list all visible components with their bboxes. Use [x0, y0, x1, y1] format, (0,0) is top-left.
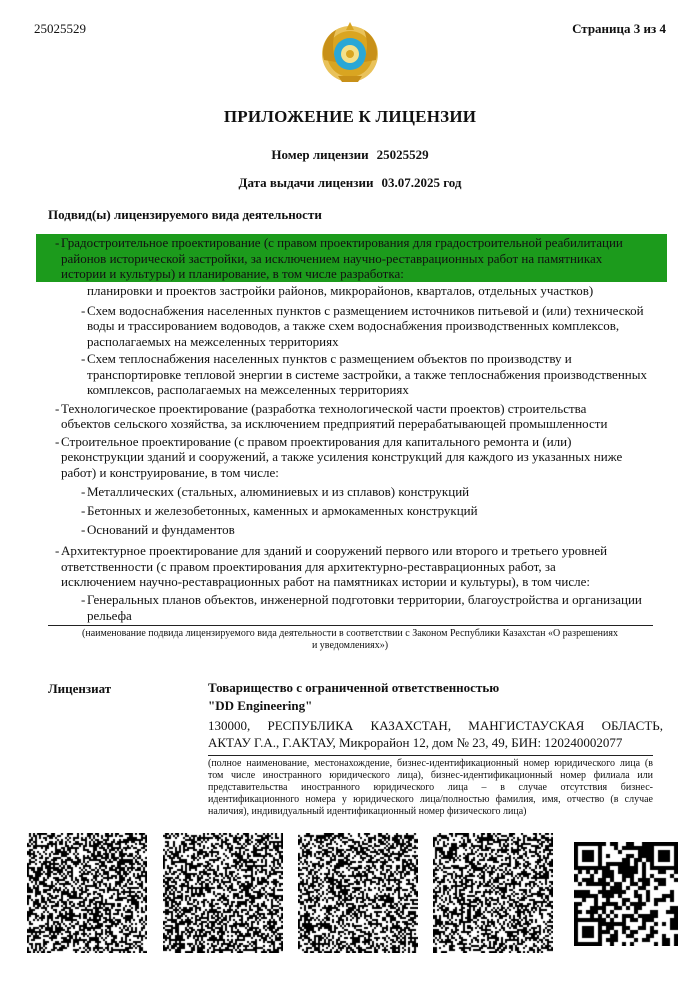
list-dash: -	[55, 401, 60, 416]
list-dash: -	[81, 503, 86, 518]
license-number-row	[0, 147, 700, 163]
license-date-row	[0, 175, 700, 191]
activity-line: районов исторической застройки, за исключением научно-реставрационных работ на памятниках	[61, 251, 603, 266]
activity-line: Схем теплоснабжения населенных пунктов с размещением объектов по производству и	[87, 351, 572, 366]
licensee-label: Лицензиат	[48, 681, 112, 696]
activity-line: воды и трассированием водоводов, а также схем водоснабжения производственных комплексов,	[87, 318, 620, 333]
subactivity-item	[81, 503, 478, 519]
activity-item	[55, 235, 623, 251]
subactivity-item	[81, 484, 470, 500]
activity-line: объектов сельского хозяйства, за исключением предприятий перерабатывающей промышленности	[61, 416, 608, 431]
license-date-label: Дата выдачи лицензии	[238, 175, 374, 190]
subactivity-item	[81, 303, 644, 319]
divider	[208, 755, 653, 756]
licensee-address	[208, 717, 663, 751]
subactivity-item	[81, 351, 572, 367]
document-title: ПРИЛОЖЕНИЕ К ЛИЦЕНЗИИ	[223, 107, 477, 126]
list-dash: -	[81, 303, 86, 318]
barcode-pattern-icon	[27, 833, 147, 953]
list-dash: -	[81, 484, 86, 499]
licensee-name	[208, 679, 658, 715]
activity-line: Бетонных и железобетонных, каменных и армокаменных конструкций	[87, 503, 478, 518]
activity-footnote: и уведомлениях»)	[311, 640, 389, 651]
qr-code-icon	[574, 842, 678, 946]
list-dash: -	[55, 235, 60, 250]
licensee-footnote: (полное наименование, местонахождение, бизнес-идентификационный номер юридического лица (в том числе иностранного юридического лица), бизнес-идентификационный номер филиала или представительства иностранного юридического лица – в случае отсутствия бизнес-идентификационного номера у юридического лица/полностью фамилия, имя, отчество (в случае наличия), индивидуальный идентификационный номер физического лица)	[208, 758, 653, 817]
divider	[48, 625, 653, 626]
activity-line: Оснований и фундаментов	[87, 522, 235, 537]
subactivity-item	[81, 592, 642, 608]
subactivity-item	[81, 522, 235, 538]
activity-line: Технологическое проектирование (разработка технологической части проектов) строительства	[61, 401, 587, 416]
list-dash: -	[81, 592, 86, 607]
licensee-address-line: 130000, РЕСПУБЛИКА КАЗАХСТАН, МАНГИСТАУСКАЯ ОБЛАСТЬ,	[208, 718, 663, 733]
activity-item	[55, 543, 608, 559]
activity-line: рельефа	[87, 608, 132, 623]
activity-line: ответственности (с правом проектирования для архитектурно-реставрационных работ, за	[61, 559, 556, 574]
activity-item	[55, 401, 587, 417]
list-dash: -	[81, 351, 86, 366]
activity-footnote: (наименование подвида лицензируемого вида деятельности в соответствии с Законом Республики Казахстан «О разрешениях	[82, 628, 618, 639]
activity-line: Генеральных планов объектов, инженерной подготовки территории, благоустройства и организации	[87, 592, 642, 607]
activity-line: Архитектурное проектирование для зданий и сооружений первого или второго и третьего уровней	[61, 543, 608, 558]
activity-line: планировки и проектов застройки районов, микрорайонов, кварталов, отдельных участков)	[87, 283, 594, 298]
license-number-value: 25025529	[376, 147, 429, 162]
activity-line: работ) и конструирование, в том числе:	[61, 465, 279, 480]
list-dash: -	[81, 522, 86, 537]
license-date-value: 03.07.2025 год	[381, 175, 462, 190]
document-number: 25025529	[34, 21, 86, 36]
list-dash: -	[55, 543, 60, 558]
barcode-pattern-icon	[433, 833, 553, 953]
licensee-name-line: Товарищество с ограниченной ответственностью	[208, 680, 500, 695]
activity-line: Градостроительное проектирование (с правом проектирования для градостроительной реабилитации	[61, 235, 623, 250]
activity-line: Строительное проектирование (с правом проектирования для капитального ремонта и (или)	[61, 434, 572, 449]
activity-line: Металлических (стальных, алюминиевых и из сплавов) конструкций	[87, 484, 470, 499]
section-heading: Подвид(ы) лицензируемого вида деятельности	[48, 207, 322, 222]
list-dash: -	[55, 434, 60, 449]
state-emblem-icon	[318, 20, 382, 84]
activity-line: комплексов, располагаемых на межселенных территориях	[87, 382, 409, 397]
page-indicator: Страница 3 из 4	[572, 21, 666, 36]
barcode-pattern-icon	[298, 833, 418, 953]
activity-line: реконструкции зданий и сооружений, а также усиления конструкций для каждого из указанных ниже	[61, 449, 623, 464]
barcode-pattern-icon	[163, 833, 283, 953]
license-number-label: Номер лицензии	[271, 147, 369, 162]
licensee-name-line: "DD Engineering"	[208, 698, 313, 713]
activity-line: транспортировке тепловой энергии в системе застройки, а также теплоснабжения производственных	[87, 367, 647, 382]
licensee-address-line: АКТАУ Г.А., Г.АКТАУ, Микрорайон 12, дом № 23, 49, БИН: 120240002077	[208, 735, 623, 750]
activity-line: истории и культуры) и планирование, в том числе разработка:	[61, 266, 404, 281]
activity-line: Схем водоснабжения населенных пунктов с размещением источников питьевой и (или) технической	[87, 303, 644, 318]
activity-line: исключением научно-реставрационных работ на памятниках истории и культуры), в том числе:	[61, 574, 591, 589]
activity-item	[55, 434, 572, 450]
activity-line: располагаемых на межселенных территориях	[87, 334, 339, 349]
